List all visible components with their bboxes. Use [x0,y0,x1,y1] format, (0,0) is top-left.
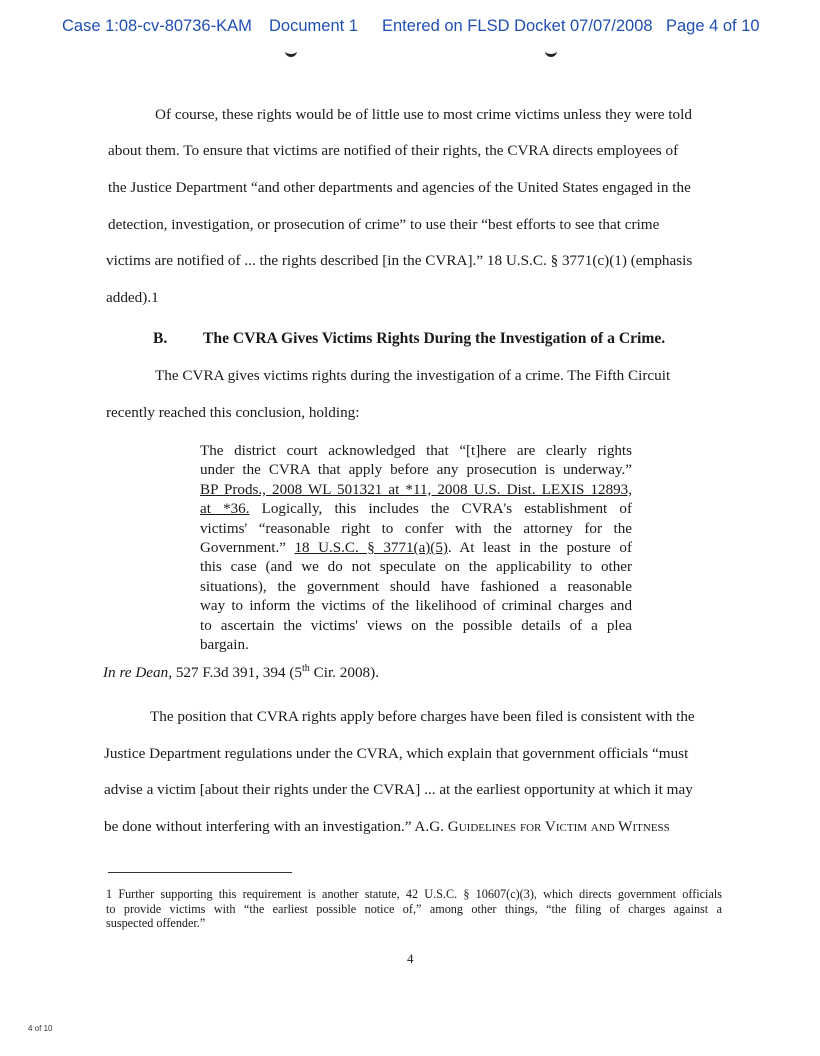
body-line: The position that CVRA rights apply before charges have been filed is consistent with the [150,708,695,725]
block-quote [200,442,632,655]
quote-citation-link[interactable]: at *36. [200,501,250,518]
case-citation [103,663,379,682]
section-heading: The CVRA Gives Victims Rights During the Investigation of a Crime. [203,330,666,347]
quote-line: this case (and we do not speculate on the applicability to other [200,559,632,576]
body-text: be done without interfering with an investigation.” A.G. [104,818,448,835]
footnote-line: to provide victims with “the earliest possible notice of,” among other things, “the filing of charges against a [106,901,722,916]
statute-link[interactable]: 18 U.S.C. § 3771(a)(5) [294,540,448,557]
body-line: Of course, these rights would be of little use to most crime victims unless they were told [155,106,692,123]
scan-mark-right [545,48,557,57]
docket-entry: Entered on FLSD Docket 07/07/2008 [382,17,653,35]
citation-text: 527 F.3d 391, 394 (5 [172,664,303,682]
ordinal-suffix: th [302,663,310,674]
body-line: victims are notified of ... the rights described [in the CVRA].” 18 U.S.C. § 3771(c)(1) (emphasis [106,252,693,269]
body-line: Justice Department regulations under the CVRA, which explain that government officials “must [104,745,689,762]
footnote-rule [108,872,292,873]
scan-mark-left [285,48,297,57]
footnote-line: 1 Further supporting this requirement is another statute, 42 U.S.C. § 10607(c)(3), which directs government officials [106,887,722,901]
body-line: the Justice Department “and other departments and agencies of the United States engaged in the [108,179,691,196]
document-number: Document 1 [269,17,358,35]
guideline-title: Guidelines for Victim and Witness [447,818,670,835]
quote-line: under the CVRA that apply before any prosecution is underway.” [200,462,632,479]
quote-text: Government.” [200,540,295,557]
quote-line: bargain. [200,637,249,654]
quote-line: to ascertain the victims' views on the possible details of a plea [200,617,632,634]
citation-text: Cir. 2008). [309,664,380,682]
quote-line: The district court acknowledged that “[t]here are clearly rights [200,443,632,459]
footnote-line: suspected offender.” [106,916,206,931]
quote-text: Logically, this includes the CVRA's establishment of [249,501,632,518]
quote-line [200,500,632,519]
footnote [106,887,722,931]
page-of: Page 4 of 10 [666,17,760,35]
body-line: advise a victim [about their rights under the CVRA] ... at the earliest opportunity at which it may [104,781,693,798]
page-number: 4 [407,951,414,966]
section-label: B. [153,330,168,347]
body-line: detection, investigation, or prosecution of crime” to use their “best efforts to see that crime [108,216,660,233]
quote-line: way to inform the victims of the likelihood of criminal charges and [200,598,632,615]
body-line: recently reached this conclusion, holding: [106,404,360,421]
body-line: added).1 [106,289,159,306]
body-line: about them. To ensure that victims are notified of their rights, the CVRA directs employees of [108,142,679,159]
body-line: The CVRA gives victims rights during the investigation of a crime. The Fifth Circuit [155,367,671,384]
case-number: Case 1:08-cv-80736-KAM [62,17,252,35]
quote-citation-link[interactable]: BP Prods., 2008 WL 501321 at *11, 2008 U.S. Dist. LEXIS 12893, [200,481,632,498]
footer-page-count: 4 of 10 [28,1024,53,1033]
quote-text: . At least in the posture of [447,540,632,557]
quote-line [200,539,632,558]
quote-line: victims' “reasonable right to confer with the attorney for the [200,520,632,537]
case-name: In re Dean, [103,664,173,682]
quote-line: situations), the government should have fashioned a reasonable [200,578,632,595]
body-line [104,809,670,845]
